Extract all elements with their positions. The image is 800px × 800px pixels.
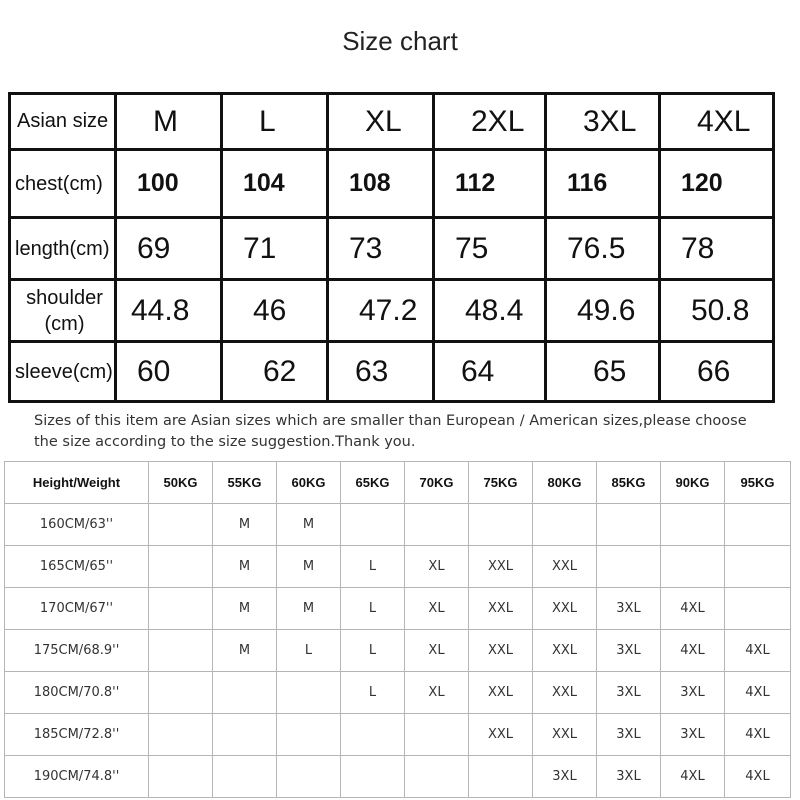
- weight-header-cell: 55KG: [213, 462, 277, 504]
- hw-cell: [405, 756, 469, 798]
- size-cell: 73: [328, 218, 434, 280]
- size-chart-table: [8, 92, 775, 403]
- size-row-label: chest(cm): [10, 150, 116, 218]
- size-header-cell: XL: [328, 94, 434, 150]
- hw-cell: [661, 504, 725, 546]
- hw-cell: [149, 756, 213, 798]
- hw-cell: 3XL: [533, 756, 597, 798]
- hw-cell: [341, 756, 405, 798]
- hw-cell: M: [277, 546, 341, 588]
- hw-header-label: Height/Weight: [5, 462, 149, 504]
- weight-header-cell: 65KG: [341, 462, 405, 504]
- size-row-label: shoulder (cm): [10, 280, 116, 342]
- size-header-cell: 3XL: [546, 94, 660, 150]
- hw-cell: [149, 672, 213, 714]
- height-cell: 175CM/68.9'': [5, 630, 149, 672]
- hw-cell: M: [277, 504, 341, 546]
- size-row-label: length(cm): [10, 218, 116, 280]
- hw-cell: [213, 756, 277, 798]
- hw-cell: 3XL: [597, 756, 661, 798]
- hw-cell: M: [213, 504, 277, 546]
- size-cell: 108: [328, 150, 434, 218]
- hw-cell: XL: [405, 630, 469, 672]
- hw-cell: XXL: [533, 546, 597, 588]
- size-cell: 120: [660, 150, 774, 218]
- hw-cell: [149, 714, 213, 756]
- height-cell: 165CM/65'': [5, 546, 149, 588]
- hw-cell: XXL: [469, 672, 533, 714]
- size-header-cell: 4XL: [660, 94, 774, 150]
- hw-cell: XL: [405, 672, 469, 714]
- size-cell: 48.4: [434, 280, 546, 342]
- hw-cell: 4XL: [661, 630, 725, 672]
- hw-cell: 3XL: [597, 588, 661, 630]
- size-cell: 62: [222, 342, 328, 402]
- hw-cell: 3XL: [661, 672, 725, 714]
- hw-cell: 4XL: [661, 756, 725, 798]
- hw-cell: [341, 504, 405, 546]
- hw-cell: [405, 504, 469, 546]
- hw-cell: [149, 546, 213, 588]
- height-cell: 170CM/67'': [5, 588, 149, 630]
- height-cell: 185CM/72.8'': [5, 714, 149, 756]
- size-cell: 47.2: [328, 280, 434, 342]
- hw-cell: [277, 672, 341, 714]
- hw-cell: XXL: [469, 588, 533, 630]
- size-cell: 63: [328, 342, 434, 402]
- height-cell: 160CM/63'': [5, 504, 149, 546]
- hw-cell: 3XL: [661, 714, 725, 756]
- hw-cell: 4XL: [725, 630, 791, 672]
- hw-cell: 4XL: [725, 756, 791, 798]
- size-header-cell: L: [222, 94, 328, 150]
- size-cell: 50.8: [660, 280, 774, 342]
- hw-cell: [533, 504, 597, 546]
- hw-cell: [149, 504, 213, 546]
- size-cell: 44.8: [116, 280, 222, 342]
- hw-cell: [597, 504, 661, 546]
- size-cell: 76.5: [546, 218, 660, 280]
- hw-cell: 4XL: [725, 672, 791, 714]
- hw-cell: XXL: [533, 714, 597, 756]
- hw-cell: M: [213, 588, 277, 630]
- hw-cell: XXL: [469, 546, 533, 588]
- size-header-label: Asian size: [10, 94, 116, 150]
- hw-cell: [213, 714, 277, 756]
- hw-cell: L: [277, 630, 341, 672]
- size-cell: 100: [116, 150, 222, 218]
- hw-cell: 4XL: [661, 588, 725, 630]
- size-cell: 78: [660, 218, 774, 280]
- hw-cell: [469, 504, 533, 546]
- weight-header-cell: 70KG: [405, 462, 469, 504]
- size-row-label: sleeve(cm): [10, 342, 116, 402]
- hw-cell: [277, 756, 341, 798]
- size-cell: 49.6: [546, 280, 660, 342]
- size-cell: 112: [434, 150, 546, 218]
- size-note: Sizes of this item are Asian sizes which are smaller than European / American sizes,please choose the size according to the size suggestion.Thank you.: [34, 413, 747, 450]
- hw-cell: M: [213, 630, 277, 672]
- size-cell: 116: [546, 150, 660, 218]
- weight-header-cell: 80KG: [533, 462, 597, 504]
- hw-cell: [597, 546, 661, 588]
- hw-cell: [725, 504, 791, 546]
- hw-cell: XXL: [469, 630, 533, 672]
- hw-cell: L: [341, 630, 405, 672]
- size-cell: 66: [660, 342, 774, 402]
- hw-cell: M: [277, 588, 341, 630]
- size-cell: 65: [546, 342, 660, 402]
- hw-cell: 3XL: [597, 714, 661, 756]
- hw-cell: XXL: [533, 630, 597, 672]
- weight-header-cell: 60KG: [277, 462, 341, 504]
- size-cell: 75: [434, 218, 546, 280]
- weight-header-cell: 95KG: [725, 462, 791, 504]
- hw-cell: 3XL: [597, 630, 661, 672]
- hw-cell: 3XL: [597, 672, 661, 714]
- weight-header-cell: 75KG: [469, 462, 533, 504]
- weight-header-cell: 90KG: [661, 462, 725, 504]
- hw-cell: [469, 756, 533, 798]
- hw-cell: [213, 672, 277, 714]
- height-weight-table: [4, 461, 791, 798]
- hw-cell: [341, 714, 405, 756]
- hw-cell: XXL: [533, 672, 597, 714]
- hw-cell: [661, 546, 725, 588]
- size-cell: 71: [222, 218, 328, 280]
- hw-cell: 4XL: [725, 714, 791, 756]
- hw-cell: [405, 714, 469, 756]
- weight-header-cell: 50KG: [149, 462, 213, 504]
- hw-cell: XXL: [533, 588, 597, 630]
- hw-cell: [149, 588, 213, 630]
- hw-cell: L: [341, 546, 405, 588]
- hw-cell: [725, 588, 791, 630]
- height-cell: 190CM/74.8'': [5, 756, 149, 798]
- hw-cell: [149, 630, 213, 672]
- hw-cell: M: [213, 546, 277, 588]
- size-cell: 46: [222, 280, 328, 342]
- hw-cell: XXL: [469, 714, 533, 756]
- size-cell: 64: [434, 342, 546, 402]
- size-header-cell: M: [116, 94, 222, 150]
- height-cell: 180CM/70.8'': [5, 672, 149, 714]
- weight-header-cell: 85KG: [597, 462, 661, 504]
- hw-cell: [725, 546, 791, 588]
- size-header-cell: 2XL: [434, 94, 546, 150]
- size-cell: 69: [116, 218, 222, 280]
- hw-cell: XL: [405, 546, 469, 588]
- hw-cell: XL: [405, 588, 469, 630]
- size-cell: 104: [222, 150, 328, 218]
- page-title: Size chart: [342, 26, 458, 56]
- hw-cell: [277, 714, 341, 756]
- hw-cell: L: [341, 588, 405, 630]
- hw-cell: L: [341, 672, 405, 714]
- size-cell: 60: [116, 342, 222, 402]
